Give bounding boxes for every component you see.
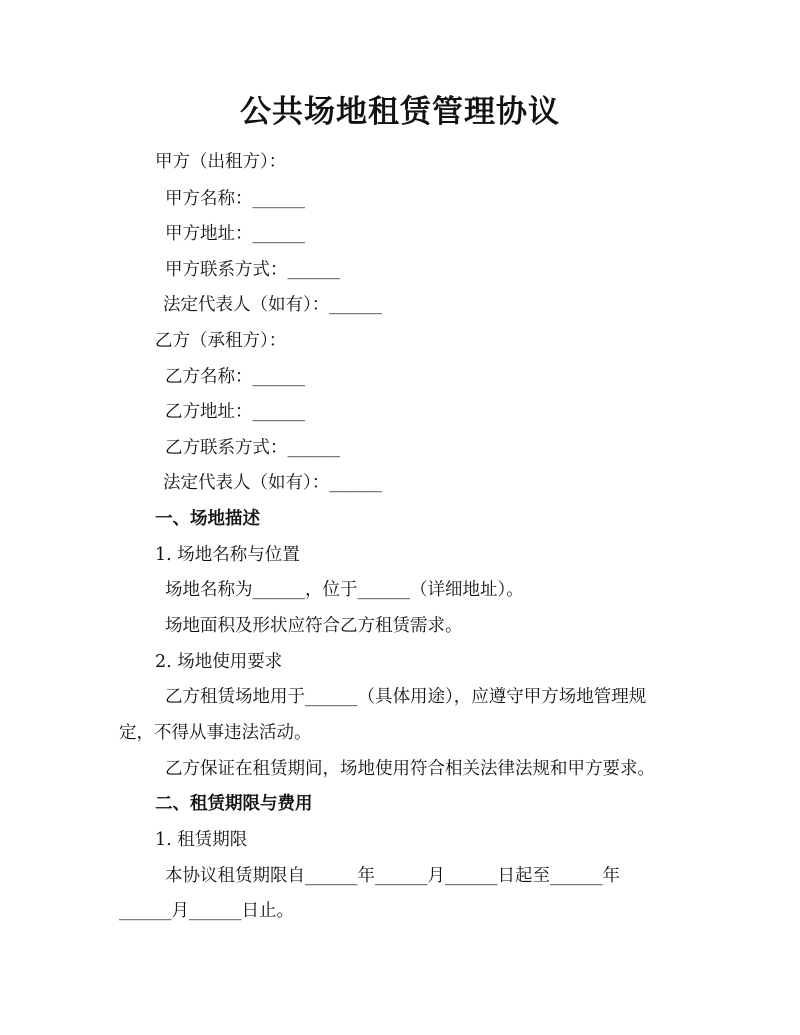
section1-item1-text2: 场地面积及形状应符合乙方租赁需求。 (165, 616, 463, 636)
section1-item2-text1b: 定，不得从事违法活动。 (119, 723, 312, 743)
party-a-contact: 甲方联系方式：______ (165, 260, 340, 280)
party-b-contact: 乙方联系方式：______ (165, 438, 340, 458)
section1-item1-text1: 场地名称为______，位于______（详细地址）。 (165, 580, 524, 600)
party-b-name: 乙方名称：______ (165, 367, 305, 387)
party-a-address: 甲方地址：______ (165, 224, 305, 244)
section1-item1-title: 1. 场地名称与位置 (155, 545, 300, 565)
party-b-heading: 乙方（承租方）： (155, 331, 287, 351)
document-title: 公共场地租赁管理协议 (240, 94, 560, 130)
party-b-address: 乙方地址：______ (165, 402, 305, 422)
section2-item1-text1b: ______月______日止。 (119, 901, 294, 921)
section2-item1-text1a: 本协议租赁期限自______年______月______日起至______年 (165, 866, 620, 886)
section1-heading: 一、场地描述 (155, 509, 260, 529)
party-b-representative: 法定代表人（如有）：______ (163, 473, 382, 493)
party-a-representative: 法定代表人（如有）：______ (163, 295, 382, 315)
section1-item2-title: 2. 场地使用要求 (155, 652, 283, 672)
party-a-heading: 甲方（出租方）： (155, 152, 287, 172)
section1-item2-text1a: 乙方租赁场地用于______（具体用途），应遵守甲方场地管理规 (165, 687, 647, 707)
section1-item2-text2: 乙方保证在租赁期间，场地使用符合相关法律法规和甲方要求。 (165, 759, 655, 779)
section2-heading: 二、租赁期限与费用 (155, 794, 313, 814)
section2-item1-title: 1. 租赁期限 (155, 830, 248, 850)
party-a-name: 甲方名称：______ (165, 189, 305, 209)
